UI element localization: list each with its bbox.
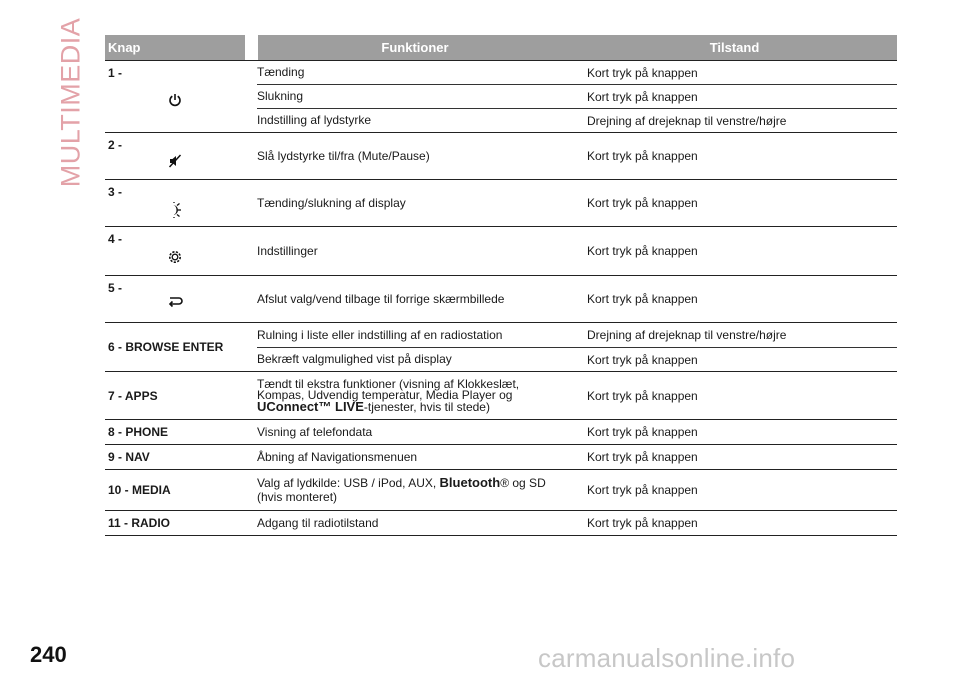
function-text: Indstilling af lydstyrke — [257, 113, 372, 127]
table-row — [105, 323, 897, 372]
table-row — [105, 180, 897, 227]
button-number: 1 - — [108, 66, 123, 80]
state-text: Kort tryk på knappen — [587, 388, 698, 403]
table-row — [105, 445, 897, 470]
display-icon — [167, 202, 183, 218]
function-text: Bekræft valgmulighed vist på display — [257, 352, 452, 366]
function-text: Visning af telefondata — [257, 424, 373, 439]
button-number: 2 - — [108, 138, 123, 152]
state-text: Kort tryk på knappen — [587, 352, 698, 367]
function-text: Tænding — [257, 65, 305, 79]
function-text: Tænding/slukning af display — [257, 195, 406, 210]
table-row — [105, 276, 897, 323]
sub-row — [257, 323, 897, 347]
state-text: Kort tryk på knappen — [587, 244, 698, 258]
sub-row — [257, 347, 897, 371]
state-text: Drejning af drejeknap til venstre/højre — [587, 113, 787, 128]
sub-row — [257, 61, 897, 84]
button-number: 11 - RADIO — [108, 516, 171, 530]
button-number: 9 - NAV — [108, 450, 150, 464]
back-icon — [167, 294, 183, 310]
state-text: Kort tryk på knappen — [587, 196, 698, 210]
state-text: Kort tryk på knappen — [587, 425, 698, 439]
table-row — [105, 372, 897, 420]
button-number: 8 - PHONE — [108, 425, 169, 439]
function-text: Slukning — [257, 89, 304, 103]
function-text: Indstillinger — [257, 243, 318, 258]
button-number: 5 - — [108, 281, 123, 295]
table-row — [105, 227, 897, 276]
function-text: Afslut valg/vend tilbage til forrige skærmbillede — [257, 291, 505, 306]
sub-row — [257, 84, 897, 108]
function-text: Åbning af Navigationsmenuen — [257, 449, 418, 464]
state-text: Kort tryk på knappen — [587, 450, 698, 464]
bluetooth-brand: Bluetooth — [439, 475, 501, 490]
table-header — [105, 35, 897, 60]
table-row — [105, 420, 897, 445]
sub-row — [257, 108, 897, 132]
settings-icon — [167, 249, 183, 265]
page-number: 240 — [30, 642, 67, 667]
power-icon — [167, 92, 183, 108]
button-number: 3 - — [108, 185, 123, 199]
watermark: carmanualsonline.info — [538, 643, 796, 673]
button-number: 10 - MEDIA — [108, 483, 171, 497]
section-title: MULTIMEDIA — [55, 17, 86, 187]
function-text: Tændt til ekstra funktioner (visning af Klokkeslæt, Kompas, Udvendig temperatur, Media Player og UConnect™ LIVE-tjenester, hvis til stede) — [257, 376, 520, 414]
state-text: Kort tryk på knappen — [587, 292, 698, 306]
table-row — [105, 511, 897, 536]
button-number: 4 - — [108, 232, 123, 246]
state-text: Kort tryk på knappen — [587, 483, 698, 497]
state-text: Kort tryk på knappen — [587, 65, 698, 80]
function-text: Valg af lydkilde: USB / iPod, AUX, Bluetooth® og SD (hvis monteret) — [257, 475, 546, 504]
state-text: Kort tryk på knappen — [587, 89, 698, 104]
section-side-label — [54, 17, 88, 187]
header-funktioner: Funktioner — [258, 35, 572, 60]
state-text: Kort tryk på knappen — [587, 149, 698, 163]
table-row — [105, 60, 897, 133]
header-tilstand: Tilstand — [572, 35, 897, 60]
uconnect-live-brand: UConnect™ LIVE — [257, 398, 364, 414]
button-number: 7 - APPS — [108, 388, 158, 403]
function-text: Rulning i liste eller indstilling af en radiostation — [257, 327, 503, 342]
table-row — [105, 133, 897, 180]
state-text: Drejning af drejeknap til venstre/højre — [587, 328, 787, 342]
mute-icon — [167, 153, 183, 169]
function-text: Adgang til radiotilstand — [257, 515, 379, 530]
function-text: Slå lydstyrke til/fra (Mute/Pause) — [257, 148, 430, 163]
controls-table — [105, 35, 897, 536]
state-text: Kort tryk på knappen — [587, 516, 698, 530]
table-row — [105, 470, 897, 511]
button-number: 6 - BROWSE ENTER — [108, 340, 224, 354]
header-knap: Knap — [105, 35, 245, 60]
